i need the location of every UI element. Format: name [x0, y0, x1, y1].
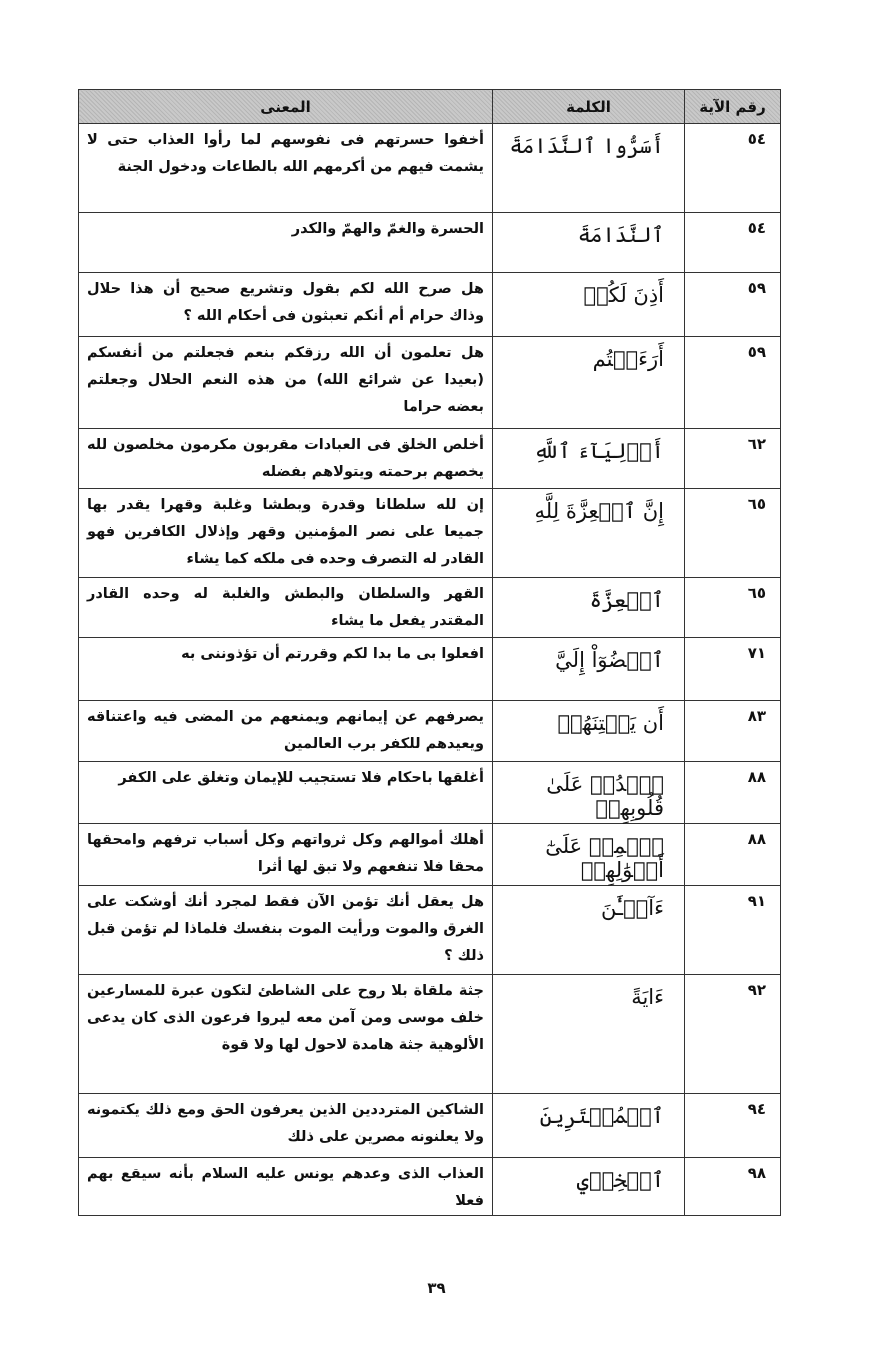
table-row	[79, 886, 781, 975]
meaning-cell: الشاكين المترددين الذين يعرفون الحق ومع ذلك يكتمونه ولا يعلنونه مصرين على ذلك	[79, 1094, 493, 1158]
table-row	[79, 975, 781, 1094]
word-cell: أَرَءَيۡتُم	[493, 337, 685, 429]
header-verse-number: رقم الآية	[685, 90, 781, 124]
table-row	[79, 213, 781, 273]
word-cell: أَن يَفۡتِنَهُمۡ	[493, 701, 685, 762]
verse-number-cell: ٨٨	[685, 762, 781, 824]
meaning-cell: هل تعلمون أن الله رزقكم بنعم فجعلتم من أنفسكم (بعيدا عن شرائع الله) من هذه النعم الحلال وجعلتم بعضه حراما	[79, 337, 493, 429]
vocabulary-table	[78, 89, 781, 1216]
table-row	[79, 824, 781, 886]
meaning-cell: أخلص الخلق فى العبادات مقربون مكرمون مخلصون لله يخصهم برحمته ويتولاهم بفضله	[79, 429, 493, 489]
table-row	[79, 337, 781, 429]
table-row	[79, 429, 781, 489]
header-meaning: المعنى	[79, 90, 493, 124]
word-cell: ٱشۡدُدۡ عَلَىٰ قُلُوبِهِمۡ	[493, 762, 685, 824]
word-cell: ٱلۡمُمۡتَرِينَ	[493, 1094, 685, 1158]
table-row	[79, 1158, 781, 1216]
verse-number-cell: ٩٢	[685, 975, 781, 1094]
table-row	[79, 1094, 781, 1158]
verse-number-cell: ٥٤	[685, 213, 781, 273]
verse-number-cell: ٧١	[685, 638, 781, 701]
word-cell: ءَآلۡـَٰٔنَ	[493, 886, 685, 975]
verse-number-cell: ٩٨	[685, 1158, 781, 1216]
verse-number-cell: ٨٣	[685, 701, 781, 762]
table-row	[79, 124, 781, 213]
verse-number-cell: ٥٩	[685, 273, 781, 337]
word-cell: ٱطۡمِسۡ عَلَىٰٓ أَمۡوَٰلِهِمۡ	[493, 824, 685, 886]
word-cell: ءَايَةً	[493, 975, 685, 1094]
verse-number-cell: ٥٩	[685, 337, 781, 429]
word-cell: ٱلۡخِزۡيِ	[493, 1158, 685, 1216]
table-row	[79, 578, 781, 638]
word-cell: ٱقۡضُوٓاْ إِلَيَّ	[493, 638, 685, 701]
table-row	[79, 273, 781, 337]
table-row	[79, 701, 781, 762]
meaning-cell: أغلقها باحكام فلا تستجيب للإيمان وتغلق على الكفر	[79, 762, 493, 824]
verse-number-cell: ٦٢	[685, 429, 781, 489]
word-cell: ٱلنَّدَامَةَ	[493, 213, 685, 273]
word-cell: أَوۡلِيَآءَ ٱللَّهِ	[493, 429, 685, 489]
verse-number-cell: ٩٤	[685, 1094, 781, 1158]
meaning-cell: الحسرة والغمّ والهمّ والكدر	[79, 213, 493, 273]
meaning-cell: جثة ملقاة بلا روح على الشاطئ لتكون عبرة للمسارعين خلف موسى ومن آمن معه ليروا فرعون الذى كان يدعى الألوهية جثة هامدة لاحول لها ولا قوة	[79, 975, 493, 1094]
verse-number-cell: ٥٤	[685, 124, 781, 213]
verse-number-cell: ٩١	[685, 886, 781, 975]
header-word: الكلمة	[493, 90, 685, 124]
meaning-cell: هل صرح الله لكم بقول وتشريع صحيح أن هذا حلال وذاك حرام أم أنكم تعبثون فى أحكام الله ؟	[79, 273, 493, 337]
meaning-cell: يصرفهم عن إيمانهم ويمنعهم من المضى فيه واعتناقه ويعيدهم للكفر برب العالمين	[79, 701, 493, 762]
word-cell: أَذِنَ لَكُمۡ	[493, 273, 685, 337]
word-cell: أَسَرُّوا ٱلنَّدَامَةَ	[493, 124, 685, 213]
meaning-cell: القهر والسلطان والبطش والغلبة له وحده القادر المقتدر يفعل ما يشاء	[79, 578, 493, 638]
meaning-cell: أخفوا حسرتهم فى نفوسهم لما رأوا العذاب حتى لا يشمت فيهم من أكرمهم الله بالطاعات ودخول الجنة	[79, 124, 493, 213]
table-row	[79, 489, 781, 578]
verse-number-cell: ٦٥	[685, 489, 781, 578]
table-row	[79, 762, 781, 824]
verse-number-cell: ٦٥	[685, 578, 781, 638]
meaning-cell: أهلك أموالهم وكل ثرواتهم وكل أسباب ترفهم وامحقها محقا فلا تنفعهم ولا تبق لها أثرا	[79, 824, 493, 886]
table-header-row	[79, 90, 781, 124]
word-cell: ٱلۡعِزَّةَ	[493, 578, 685, 638]
meaning-cell: العذاب الذى وعدهم يونس عليه السلام بأنه سيقع بهم فعلا	[79, 1158, 493, 1216]
meaning-cell: هل يعقل أنك تؤمن الآن فقط لمجرد أنك أوشكت على الغرق والموت ورأيت الموت بنفسك فلماذا لم تؤمن قبل ذلك ؟	[79, 886, 493, 975]
table-row	[79, 638, 781, 701]
meaning-cell: افعلوا بى ما بدا لكم وقررتم أن تؤذوننى به	[79, 638, 493, 701]
meaning-cell: إن لله سلطانا وقدرة وبطشا وغلبة وقهرا يقدر بها جميعا على نصر المؤمنين وقهر وإذلال الكافرين فهو القادر له التصرف وحده فى ملكه كما يشاء	[79, 489, 493, 578]
page-number: ٣٩	[427, 1279, 446, 1297]
verse-number-cell: ٨٨	[685, 824, 781, 886]
word-cell: إِنَّ ٱلۡعِزَّةَ لِلَّهِ	[493, 489, 685, 578]
